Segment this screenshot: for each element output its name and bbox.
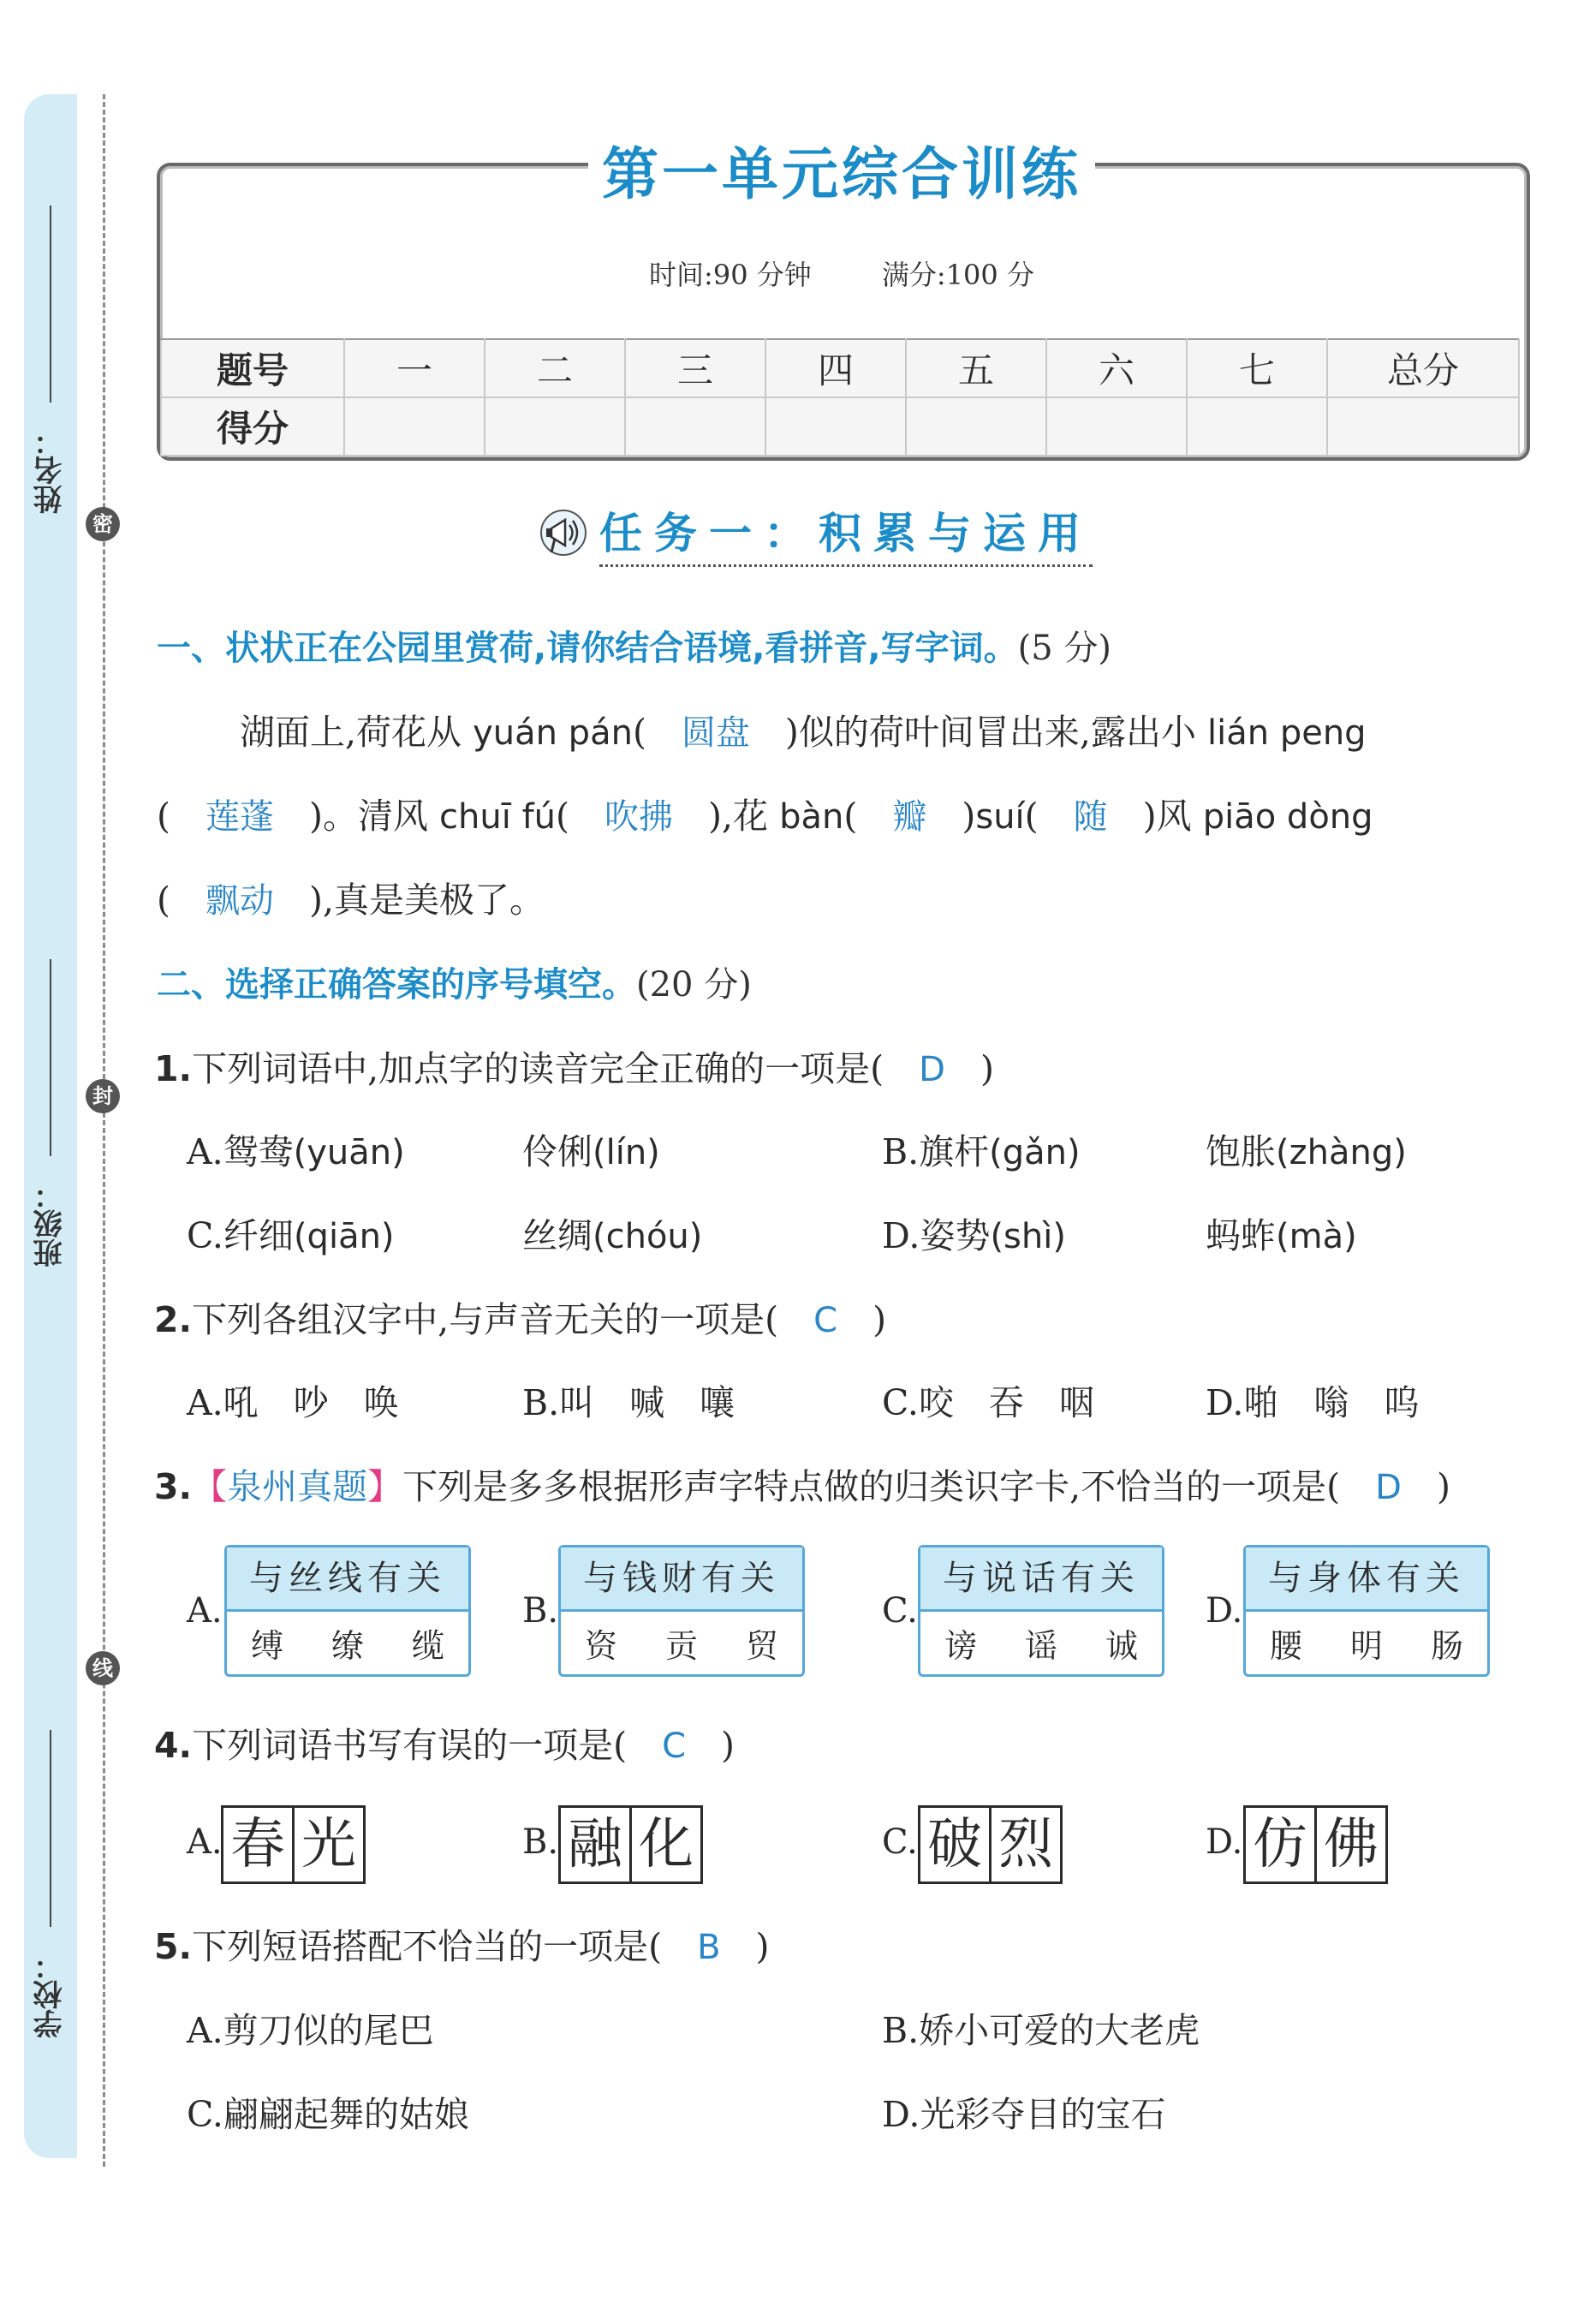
card-char: 缚: [250, 1626, 283, 1665]
q3-card-a: [224, 1545, 471, 1677]
col-total: 总分: [1327, 339, 1519, 397]
grid-char: 破: [927, 1813, 982, 1876]
q2-option-a: A.吼 吵 唤: [187, 1382, 399, 1423]
q1-option-d2: 蚂蚱(mà): [1206, 1215, 1357, 1256]
score-cell[interactable]: [625, 397, 765, 456]
seal-mark-feng: 封: [86, 1079, 120, 1113]
class-field[interactable]: [29, 959, 72, 1267]
time-limit: 时间:90 分钟: [649, 259, 812, 291]
answer-blank[interactable]: D: [919, 1050, 945, 1089]
q1-option-d1: D.姿势(shì): [882, 1215, 1066, 1256]
question-1: 1.下列词语中,加点字的读音完全正确的一项是( D ): [154, 1048, 994, 1089]
score-table-header-row: [161, 339, 1519, 397]
section-1-heading: 一、状状正在公园里赏荷,请你结合语境,看拼音,写字词。(5 分): [157, 629, 1111, 668]
question-3: 3.【泉州真题】下列是多多根据形声字特点做的归类识字卡,不恰当的一项是( D ): [154, 1466, 1450, 1507]
score-cell[interactable]: [906, 397, 1046, 456]
task-heading: [539, 498, 1093, 567]
seal-mark-mi: 密: [86, 507, 120, 541]
section-2-heading: 二、选择正确答案的序号填空。(20 分): [157, 965, 752, 1005]
col-5: 五: [906, 339, 1046, 397]
q1-option-b2: 饱胀(zhàng): [1206, 1131, 1407, 1172]
q4-option-c-letter: C.: [882, 1822, 918, 1862]
q4-option-a-grid: [221, 1805, 366, 1884]
q3-card-b: [558, 1545, 805, 1677]
q3-card-b-letter: B.: [522, 1591, 559, 1631]
row-label-score: 得分: [161, 397, 344, 456]
seal-mark-xian: 线: [86, 1651, 120, 1685]
card-char: 缭: [331, 1626, 364, 1665]
section-1-line-3: ( 飘动 ),真是美极了。: [157, 880, 545, 921]
score-cell[interactable]: [1327, 397, 1519, 456]
q4-option-b-grid: [558, 1805, 703, 1884]
name-field[interactable]: [29, 206, 72, 514]
card-title: 与说话有关: [920, 1548, 1162, 1612]
q1-option-a2: 伶俐(lín): [522, 1131, 660, 1172]
score-cell[interactable]: [485, 397, 625, 456]
card-char: 腰: [1269, 1626, 1302, 1665]
q4-option-d-grid: [1243, 1805, 1388, 1884]
col-7: 七: [1187, 339, 1327, 397]
card-char: 缆: [411, 1626, 444, 1665]
grid-char: 仿: [1253, 1813, 1307, 1876]
grid-char: 融: [568, 1813, 622, 1876]
answer-blank[interactable]: 飘动: [205, 881, 274, 921]
grid-char: 光: [292, 1808, 363, 1882]
q1-option-c2: 丝绸(chóu): [522, 1215, 703, 1256]
answer-blank[interactable]: B: [697, 1928, 721, 1967]
section-1-line-1: 湖面上,荷花从 yuán pán( 圆盘 )似的荷叶间冒出来,露出小 lián peng: [240, 712, 1367, 753]
q2-option-b: B.叫 喊 嚷: [522, 1382, 735, 1423]
card-title: 与钱财有关: [561, 1548, 802, 1612]
q3-card-d-letter: D.: [1206, 1591, 1243, 1631]
score-table-score-row: [161, 397, 1519, 456]
q3-card-c: [918, 1545, 1164, 1677]
col-4: 四: [765, 339, 906, 397]
answer-blank[interactable]: 随: [1073, 797, 1108, 837]
card-title: 与丝线有关: [227, 1548, 468, 1612]
score-cell[interactable]: [765, 397, 906, 456]
score-cell[interactable]: [1046, 397, 1187, 456]
card-char: 明: [1349, 1626, 1383, 1665]
binding-cut-line: [103, 94, 105, 2167]
col-2: 二: [485, 339, 625, 397]
col-6: 六: [1046, 339, 1187, 397]
q3-card-a-letter: A.: [187, 1591, 223, 1631]
grid-char: 化: [629, 1808, 700, 1882]
q4-option-c-grid: [918, 1805, 1063, 1884]
grid-char: 春: [230, 1813, 285, 1876]
q2-option-c: C.咬 吞 咽: [882, 1382, 1094, 1423]
q4-option-a-letter: A.: [187, 1822, 223, 1862]
page-title: 第一单元综合训练: [157, 128, 1527, 210]
q5-option-c: C.翩翩起舞的姑娘: [187, 2094, 469, 2135]
answer-blank[interactable]: C: [662, 1727, 687, 1766]
score-table: [160, 338, 1520, 456]
card-char: 诚: [1105, 1626, 1138, 1665]
question-5: 5.下列短语搭配不恰当的一项是( B ): [154, 1926, 770, 1967]
grid-char: 佛: [1314, 1808, 1385, 1882]
q2-option-d: D.啪 嗡 呜: [1206, 1382, 1420, 1423]
q3-card-d: [1243, 1545, 1490, 1677]
school-label: 学校：: [33, 1951, 68, 2038]
question-2: 2.下列各组汉字中,与声音无关的一项是( C ): [154, 1299, 887, 1340]
card-char: 肠: [1430, 1626, 1463, 1665]
answer-blank[interactable]: 圆盘: [681, 713, 750, 753]
score-cell[interactable]: [1187, 397, 1327, 456]
q1-option-a1: A.鸳鸯(yuān): [187, 1131, 405, 1172]
score-cell[interactable]: [344, 397, 485, 456]
answer-blank[interactable]: 莲蓬: [205, 797, 274, 837]
source-tag: 泉州真题: [227, 1466, 368, 1507]
card-title: 与身体有关: [1246, 1548, 1487, 1612]
answer-blank[interactable]: 瓣: [892, 797, 927, 837]
task-title: 任务一：积累与运用: [599, 499, 1093, 567]
col-3: 三: [625, 339, 765, 397]
class-label: 班级：: [33, 1180, 68, 1267]
col-1: 一: [344, 339, 485, 397]
card-char: 资: [584, 1626, 617, 1665]
card-char: 谤: [944, 1626, 977, 1665]
q5-option-b: B.娇小可爱的大老虎: [882, 2010, 1200, 2051]
q4-option-b-letter: B.: [522, 1822, 559, 1862]
q1-option-c1: C.纤细(qiān): [187, 1215, 395, 1256]
q4-option-d-letter: D.: [1206, 1822, 1243, 1862]
full-score: 满分:100 分: [881, 259, 1034, 291]
q5-option-a: A.剪刀似的尾巴: [187, 2010, 434, 2051]
card-char: 贸: [745, 1626, 778, 1665]
card-char: 贡: [664, 1626, 698, 1665]
megaphone-icon: [539, 506, 587, 559]
answer-blank[interactable]: D: [1375, 1468, 1402, 1507]
answer-blank[interactable]: 吹拂: [604, 797, 674, 837]
row-label-number: 题号: [161, 339, 344, 397]
name-label: 姓名：: [33, 426, 68, 514]
grid-char: 烈: [989, 1808, 1060, 1882]
q3-card-c-letter: C.: [882, 1591, 918, 1631]
school-field[interactable]: [29, 1730, 72, 2038]
q5-option-d: D.光彩夺目的宝石: [882, 2094, 1166, 2135]
exam-meta: [157, 253, 1527, 293]
question-4: 4.下列词语书写有误的一项是( C ): [154, 1725, 735, 1766]
q1-option-b1: B.旗杆(gǎn): [882, 1131, 1081, 1172]
section-1-line-2: ( 莲蓬 )。清风 chuī fú( 吹拂 ),花 bàn( 瓣 )suí( 随 )风 piāo dòng: [157, 796, 1373, 837]
card-char: 谣: [1024, 1626, 1057, 1665]
answer-blank[interactable]: C: [813, 1301, 838, 1340]
